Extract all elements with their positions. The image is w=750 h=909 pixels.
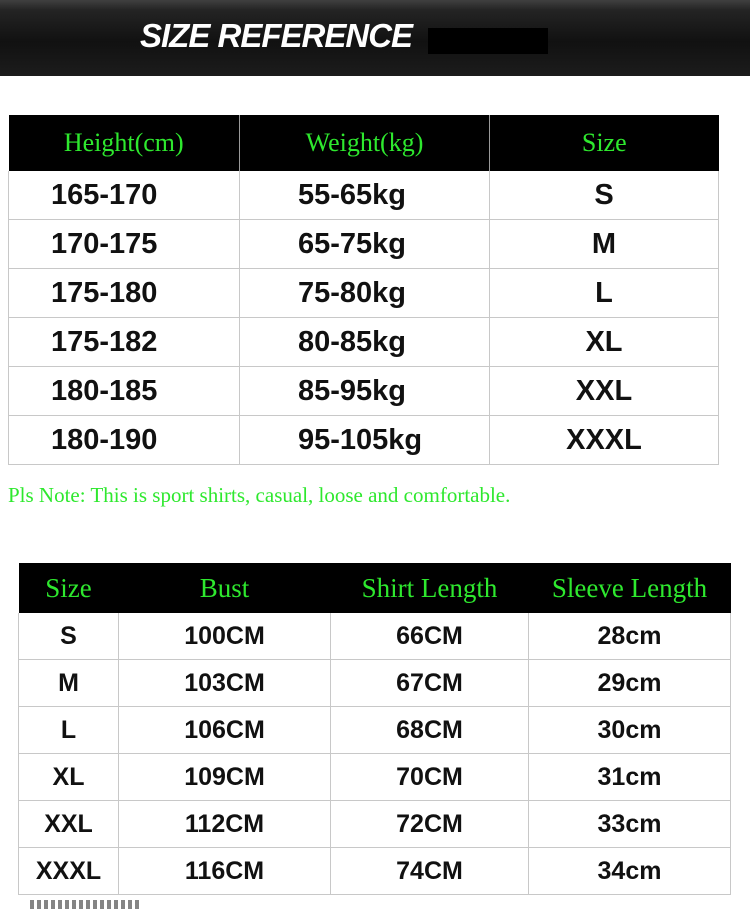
bust-cell: 112CM	[119, 801, 331, 848]
table-row	[9, 171, 719, 220]
shirt-length-cell: 68CM	[331, 707, 529, 754]
bust-cell: 116CM	[119, 848, 331, 895]
size-cell: XXXL	[490, 416, 719, 465]
weight-cell: 65-75kg	[240, 220, 490, 269]
shirt-length-cell: 74CM	[331, 848, 529, 895]
bust-cell: 103CM	[119, 660, 331, 707]
shirt-length-cell: 66CM	[331, 613, 529, 660]
bust-cell: 109CM	[119, 754, 331, 801]
table-row	[9, 318, 719, 367]
height-cell: 175-180	[9, 269, 240, 318]
header-height: Height(cm)	[9, 115, 240, 171]
table-header-row	[9, 115, 719, 171]
cropped-text-fragment	[30, 900, 140, 909]
banner-redaction-block	[428, 28, 548, 54]
height-cell: 180-185	[9, 367, 240, 416]
size-cell: S	[490, 171, 719, 220]
table-row	[19, 707, 731, 754]
weight-cell: 80-85kg	[240, 318, 490, 367]
size-cell: XXL	[19, 801, 119, 848]
size-cell: L	[490, 269, 719, 318]
table-row	[19, 613, 731, 660]
size-cell: XL	[490, 318, 719, 367]
table-header-row	[19, 563, 731, 613]
size-cell: XXL	[490, 367, 719, 416]
sleeve-length-cell: 34cm	[529, 848, 731, 895]
table-row	[9, 220, 719, 269]
size-cell: M	[490, 220, 719, 269]
header-size: Size	[19, 563, 119, 613]
size-cell: M	[19, 660, 119, 707]
shirt-length-cell: 67CM	[331, 660, 529, 707]
table-row	[9, 367, 719, 416]
header-weight: Weight(kg)	[240, 115, 490, 171]
header-shirt-length: Shirt Length	[331, 563, 529, 613]
height-cell: 165-170	[9, 171, 240, 220]
bust-cell: 100CM	[119, 613, 331, 660]
weight-cell: 95-105kg	[240, 416, 490, 465]
weight-cell: 85-95kg	[240, 367, 490, 416]
size-cell: L	[19, 707, 119, 754]
height-cell: 170-175	[9, 220, 240, 269]
table-row	[19, 754, 731, 801]
measurements-table	[18, 563, 731, 895]
height-cell: 180-190	[9, 416, 240, 465]
table-row	[9, 416, 719, 465]
size-cell: XXXL	[19, 848, 119, 895]
weight-cell: 75-80kg	[240, 269, 490, 318]
header-sleeve-length: Sleeve Length	[529, 563, 731, 613]
sleeve-length-cell: 29cm	[529, 660, 731, 707]
banner-title: SIZE REFERENCE	[140, 17, 413, 54]
header-size: Size	[490, 115, 719, 171]
size-cell: XL	[19, 754, 119, 801]
header-bust: Bust	[119, 563, 331, 613]
weight-cell: 55-65kg	[240, 171, 490, 220]
sleeve-length-cell: 28cm	[529, 613, 731, 660]
sleeve-length-cell: 31cm	[529, 754, 731, 801]
shirt-length-cell: 70CM	[331, 754, 529, 801]
size-cell: S	[19, 613, 119, 660]
table-row	[19, 801, 731, 848]
table-row	[19, 660, 731, 707]
table-row	[19, 848, 731, 895]
height-cell: 175-182	[9, 318, 240, 367]
title-banner	[0, 0, 750, 76]
sleeve-length-cell: 33cm	[529, 801, 731, 848]
banner-shine	[0, 0, 750, 10]
table-row	[9, 269, 719, 318]
height-weight-size-table	[8, 115, 719, 465]
shirt-length-cell: 72CM	[331, 801, 529, 848]
sleeve-length-cell: 30cm	[529, 707, 731, 754]
fit-note: Pls Note: This is sport shirts, casual, loose and comfortable.	[8, 483, 511, 507]
bust-cell: 106CM	[119, 707, 331, 754]
